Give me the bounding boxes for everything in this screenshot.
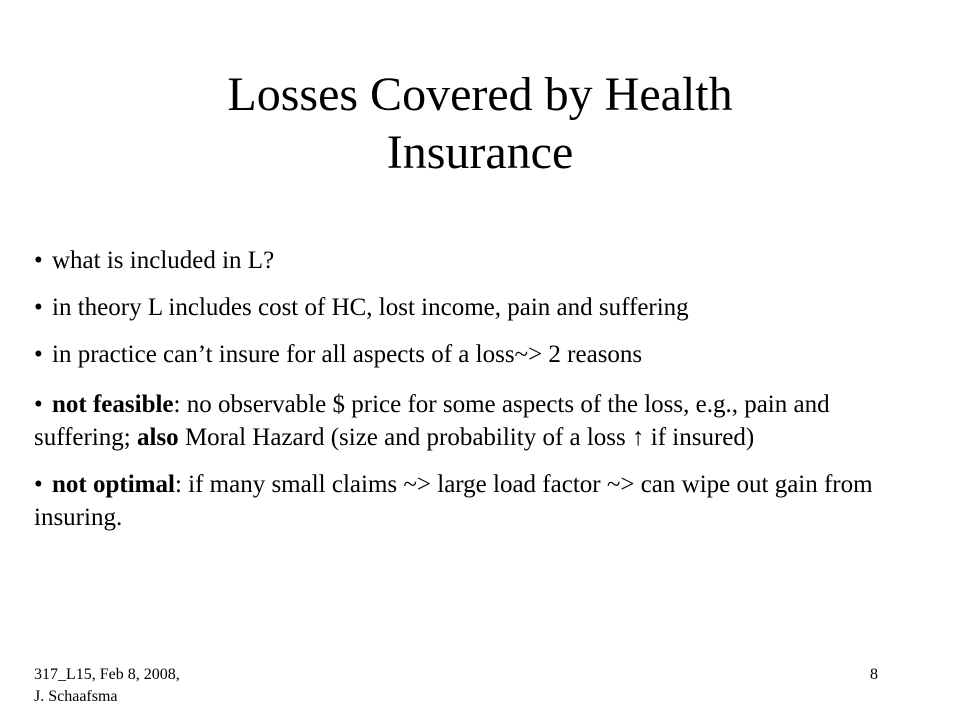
bullet-text: what is included in L? [52, 247, 275, 274]
footer-line2: J. Schaafsma [34, 688, 118, 705]
bullet-text: Moral Hazard (size and probability of a loss [178, 424, 633, 451]
bullet-bold-term: also [137, 424, 179, 451]
bullet-text: : no observable $ price for some aspects of the loss, e.g., pain and suffering; [34, 391, 830, 451]
slide-title [80, 66, 880, 182]
bullet-item [34, 388, 914, 454]
bullet-text: : if many small claims ~> large load factor ~> can wipe out gain from insuring. [34, 471, 873, 531]
page-number: 8 [870, 666, 878, 683]
footer-line1: 317_L15, Feb 8, 2008, [34, 666, 180, 683]
bullet-dot-icon: • [34, 471, 43, 498]
bullet-dot-icon: • [34, 341, 43, 368]
bullet-dot-icon: • [34, 294, 43, 321]
bullet-dot-icon: • [34, 247, 43, 274]
bullet-item [34, 468, 914, 534]
footer-source [34, 664, 180, 708]
slide-title-line1: Losses Covered by Health [227, 68, 733, 121]
bullet-text: if insured) [644, 424, 755, 451]
slide-title-line2: Insurance [386, 126, 574, 179]
bullet-text: in practice can’t insure for all aspects of a loss~> 2 reasons [52, 341, 643, 368]
bullet-item [34, 244, 914, 277]
bullet-text: in theory L includes cost of HC, lost income, pain and suffering [52, 294, 689, 321]
bullet-item [34, 291, 914, 324]
bullet-dot-icon: • [34, 391, 43, 418]
up-arrow-icon: ↑ [632, 424, 645, 451]
bullet-item [34, 338, 914, 371]
bullet-bold-term: not optimal [52, 471, 175, 498]
bullet-list [34, 244, 914, 546]
bullet-bold-term: not feasible [52, 391, 174, 418]
